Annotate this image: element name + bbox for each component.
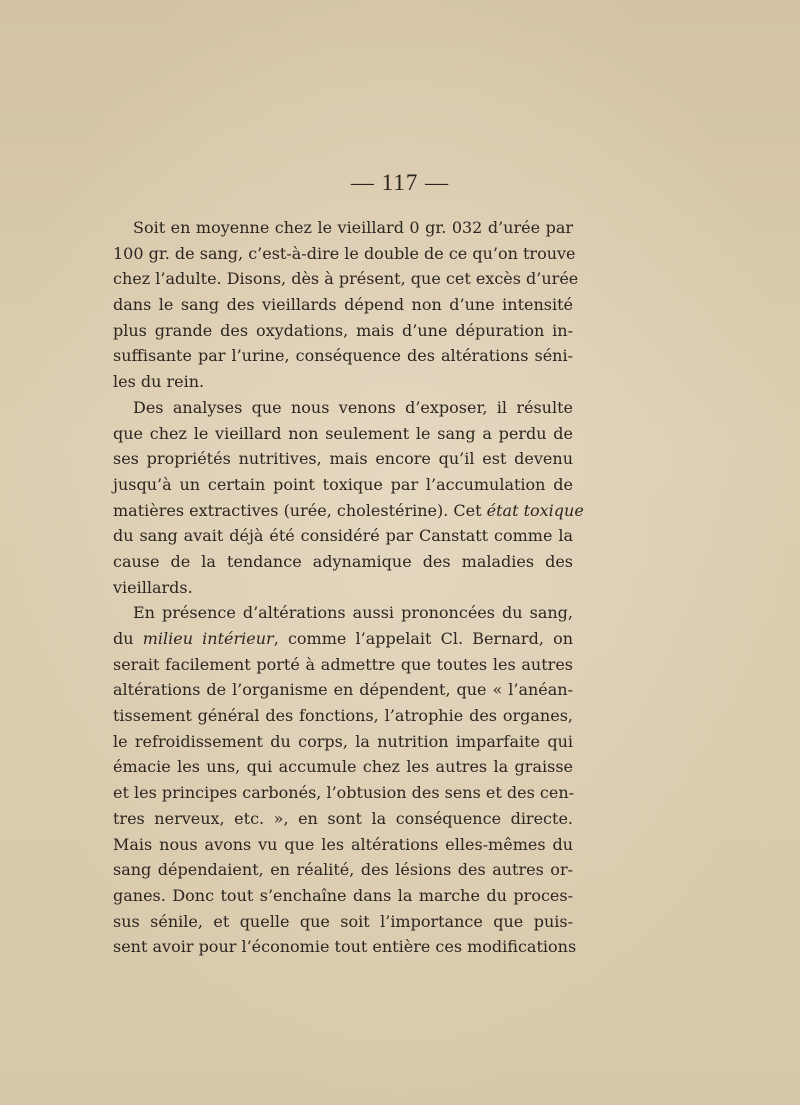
text-line: dans le sang des vieillards dépend non d’une intensité xyxy=(113,295,573,315)
body-text xyxy=(113,215,584,960)
text-line: vieillards. xyxy=(113,577,193,597)
text-line: sang dépendaient, en réalité, des lésions des autres or- xyxy=(113,860,573,880)
text-line: 100 gr. de sang, c’est-à-dire le double de ce qu’on trouve xyxy=(113,243,576,263)
text-line: du sang avait déjà été considéré par Canstatt comme la xyxy=(113,526,573,546)
text-segment: , comme l’appelait Cl. Bernard, on xyxy=(273,629,574,648)
text-line: Mais nous avons vu que les altérations elles-mêmes du xyxy=(113,834,573,854)
page-number: — 117 — xyxy=(350,170,450,195)
text-line: et les principes carbonés, l’obtusion des sens et des cen- xyxy=(113,783,575,803)
italic-text-segment: milieu intérieur xyxy=(142,629,274,648)
text-line: cause de la tendance adynamique des maladies des xyxy=(113,551,573,571)
text-line: tissement général des fonctions, l’atrophie des organes, xyxy=(113,706,573,726)
text-line: jusqu’à un certain point toxique par l’accumulation de xyxy=(113,474,573,494)
text-line: que chez le vieillard non seulement le sang a perdu de xyxy=(113,423,573,443)
text-line: En présence d’altérations aussi prononcées du sang, xyxy=(133,603,573,623)
text-line xyxy=(113,498,584,524)
text-segment: du xyxy=(113,629,143,648)
text-segment: matières extractives (urée, cholestérine). Cet xyxy=(113,500,487,520)
text-line xyxy=(113,626,573,652)
text-line: les du rein. xyxy=(113,372,205,392)
text-line: Des analyses que nous venons d’exposer, il résulte xyxy=(133,397,573,417)
text-line: ses propriétés nutritives, mais encore qu’il est devenu xyxy=(113,449,573,469)
text-line: plus grande des oxydations, mais d’une dépuration in- xyxy=(113,320,573,340)
text-line: sent avoir pour l’économie tout entière ces modifications xyxy=(113,937,577,957)
paragraph xyxy=(113,395,584,601)
text-line: sus sénile, et quelle que soit l’importance que puis- xyxy=(113,911,573,931)
text-line: serait facilement porté à admettre que toutes les autres xyxy=(113,654,573,674)
text-line: émacie les uns, qui accumule chez les autres la graisse xyxy=(113,757,573,777)
paragraph xyxy=(113,600,577,960)
text-line: suffisante par l’urine, conséquence des altérations séni- xyxy=(113,346,573,366)
text-line: chez l’adulte. Disons, dès à présent, que cet excès d’urée xyxy=(113,269,579,289)
text-line: Soit en moyenne chez le vieillard 0 gr. 032 d’urée par xyxy=(133,218,573,237)
italic-text-segment: état toxique xyxy=(486,500,584,520)
text-line: tres nerveux, etc. », en sont la conséquence directe. xyxy=(113,808,573,828)
text-line: ganes. Donc tout s’enchaîne dans la marche du proces- xyxy=(113,885,573,905)
paragraph xyxy=(113,215,579,395)
text-line: le refroidissement du corps, la nutrition imparfaite qui xyxy=(113,731,573,751)
text-line: altérations de l’organisme en dépendent, que « l’anéan- xyxy=(113,680,573,700)
